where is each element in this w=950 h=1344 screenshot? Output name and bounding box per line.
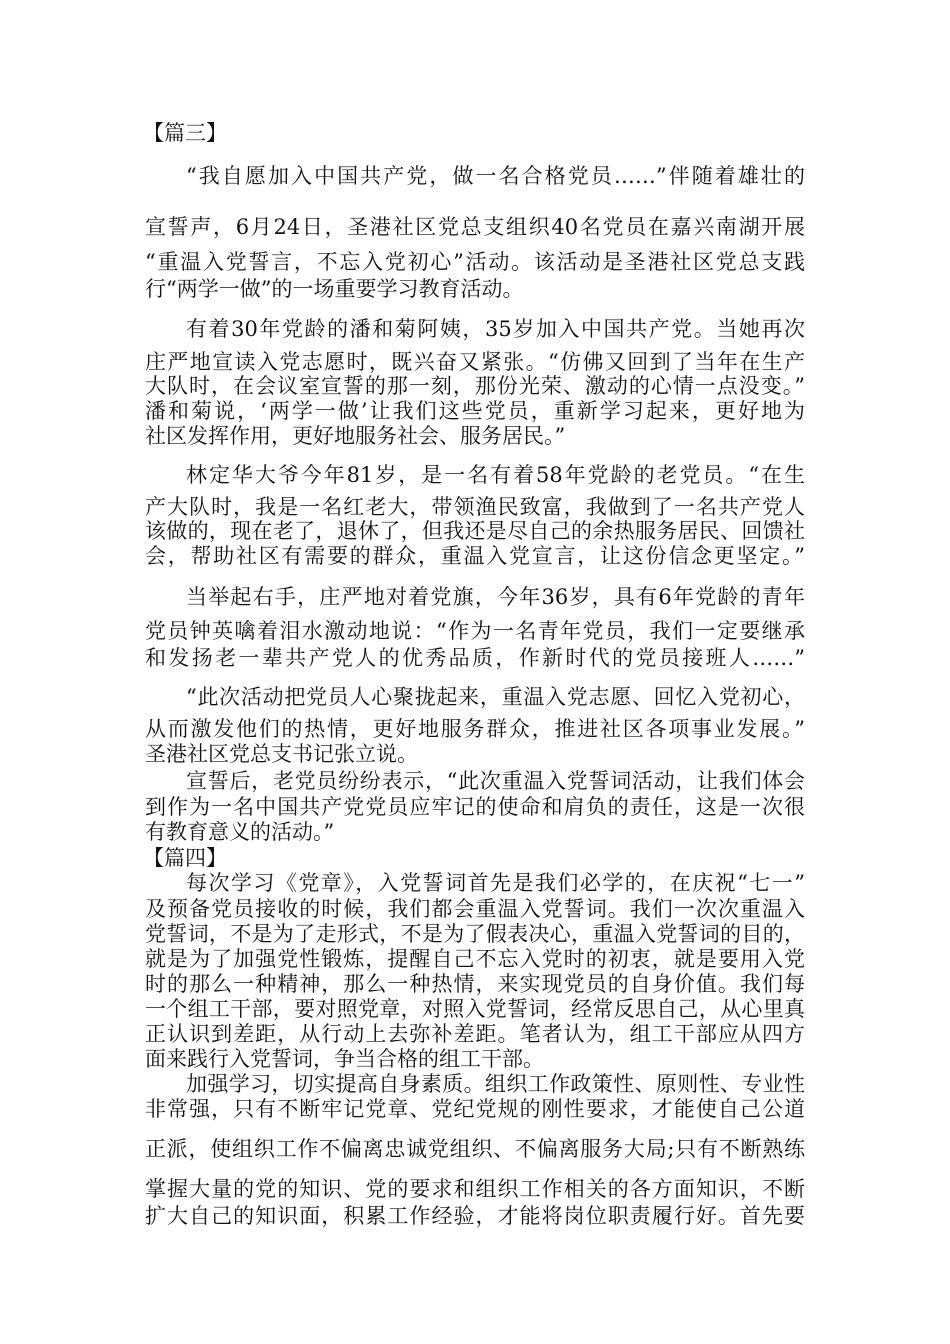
section-heading-4: 【篇四】 <box>143 846 227 870</box>
paragraph-line: 一个组工干部，要对照党章，对照入党誓词，经常反思自己，从心里真 <box>145 997 805 1021</box>
paragraph-line: 宣誓后，老党员纷纷表示，“此次重温入党誓词活动，让我们体会 <box>186 769 805 793</box>
paragraph-line: 正认识到差距，从行动上去弥补差距。笔者认为，组工干部应从四方 <box>145 1022 805 1046</box>
paragraph-line: 潘和菊说，‘两学一做’让我们这些党员，重新学习起来，更好地为 <box>145 399 805 423</box>
paragraph-line: 宣誓声，6月24日，圣港社区党总支组织40名党员在嘉兴南湖开展 <box>145 215 805 239</box>
paragraph-line: 时的那么一种精神，那么一种热情，来实现党员的自身价值。我们每 <box>145 972 805 996</box>
paragraph-line: 就是为了加强党性锻炼，提醒自己不忘入党时的初衷，就是要用入党 <box>145 947 805 971</box>
paragraph-line: 和发扬老一辈共产党人的优秀品质，作新时代的党员接班人……” <box>145 646 805 670</box>
paragraph-line: 党誓词，不是为了走形式，不是为了假表决心，重温入党誓词的目的， <box>145 922 805 946</box>
paragraph-line: 圣港社区党总支书记张立说。 <box>145 742 418 766</box>
paragraph-line: 会，帮助社区有需要的群众，重温入党宣言，让这份信念更坚定。” <box>145 544 805 568</box>
paragraph-line: 正派，使组织工作不偏离忠诚党组织、不偏离服务大局;只有不断熟练 <box>145 1137 805 1161</box>
paragraph-line: 党员钟英噙着泪水激动地说：“作为一名青年党员，我们一定要继承 <box>145 619 805 643</box>
paragraph-line: 当举起右手，庄严地对着党旗，今年36岁，具有6年党龄的青年 <box>186 585 805 609</box>
section-heading-3: 【篇三】 <box>143 121 227 145</box>
paragraph-line: “重温入党誓言，不忘入党初心”活动。该活动是圣港社区党总支践 <box>145 250 805 274</box>
paragraph-line: 林定华大爷今年81岁，是一名有着58年党龄的老党员。“在生 <box>186 463 805 487</box>
paragraph-line: 到作为一名中国共产党党员应牢记的使命和肩负的责任，这是一次很 <box>145 795 805 819</box>
paragraph-line: 扩大自己的知识面，积累工作经验，才能将岗位职责履行好。首先要 <box>145 1204 805 1228</box>
paragraph-line: 及预备党员接收的时候，我们都会重温入党誓词。我们一次次重温入 <box>145 897 805 921</box>
paragraph-line: 非常强，只有不断牢记党章、党纪党规的刚性要求，才能使自己公道 <box>145 1097 805 1121</box>
paragraph-line: 社区发挥作用，更好地服务社会、服务居民。” <box>145 424 566 448</box>
paragraph-line: 面来践行入党誓词，争当合格的组工干部。 <box>145 1047 544 1071</box>
paragraph-line: 该做的，现在老了，退休了，但我还是尽自己的余热服务居民、回馈社 <box>145 519 805 543</box>
paragraph-line: “此次活动把党员人心聚拢起来，重温入党志愿、回忆入党初心， <box>186 685 805 709</box>
paragraph-line: 每次学习《党章》，入党誓词首先是我们必学的，在庆祝“七一” <box>186 871 805 895</box>
paragraph-line: 掌握大量的党的知识、党的要求和组织工作相关的各方面知识，不断 <box>145 1177 805 1201</box>
paragraph-line: 从而激发他们的热情，更好地服务群众，推进社区各项事业发展。” <box>145 717 805 741</box>
paragraph-line: 庄严地宣读入党志愿时，既兴奋又紧张。“仿佛又回到了当年在生产 <box>145 350 805 374</box>
paragraph-line: 大队时，在会议室宣誓的那一刻，那份光荣、激动的心情一点没变。” <box>145 374 805 398</box>
paragraph-line: 行“两学一做”的一场重要学习教育活动。 <box>145 277 524 301</box>
paragraph-line: 加强学习，切实提高自身素质。组织工作政策性、原则性、专业性 <box>186 1072 805 1096</box>
paragraph-line: 产大队时，我是一名红老大，带领渔民致富，我做到了一名共产党人 <box>145 495 805 519</box>
paragraph-line: “我自愿加入中国共产党，做一名合格党员……”伴随着雄壮的 <box>186 164 805 188</box>
paragraph-line: 有教育意义的活动。” <box>145 820 335 844</box>
paragraph-line: 有着30年党龄的潘和菊阿姨，35岁加入中国共产党。当她再次 <box>186 317 805 341</box>
